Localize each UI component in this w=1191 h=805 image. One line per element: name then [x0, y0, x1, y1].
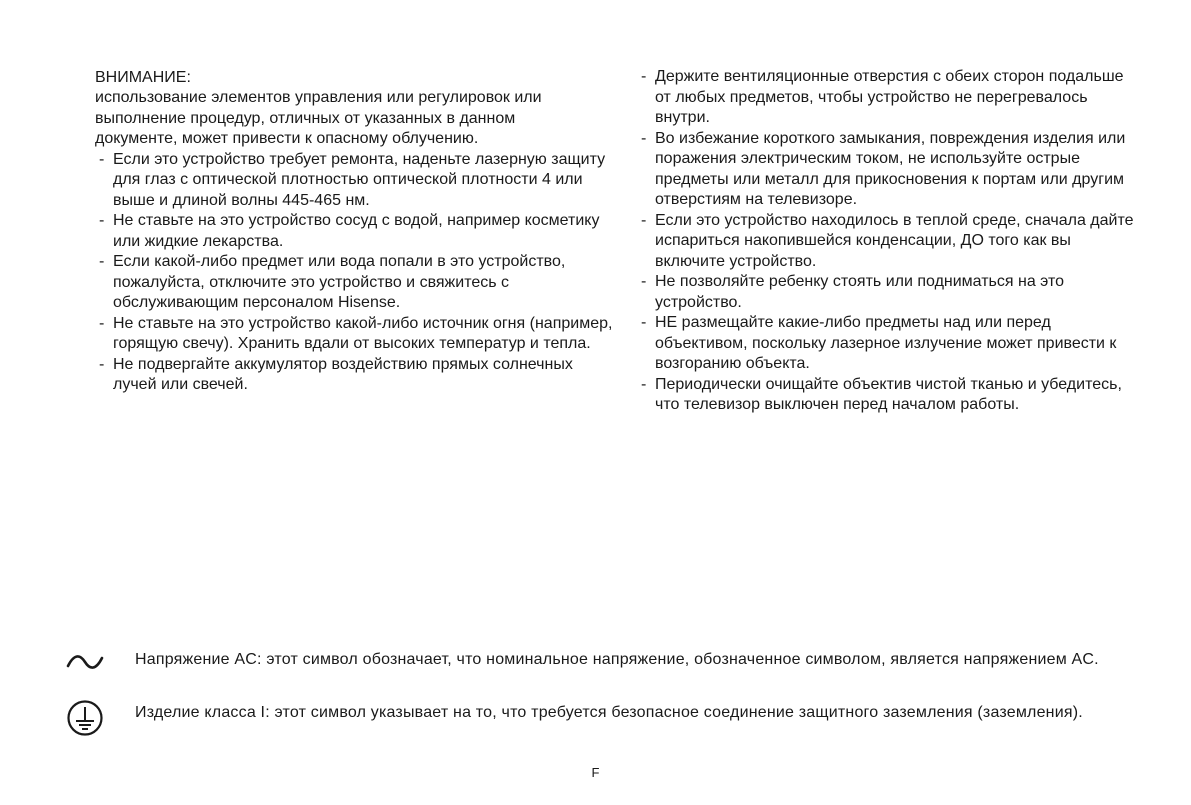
bullet-text: Держите вентиляционные отверстия с обеих сторон подальше от любых предметов, чтобы устройство не перегревалось внутри. [655, 68, 1124, 126]
list-item [99, 314, 615, 355]
bullet-dash: - [641, 129, 647, 147]
bullet-dash: - [641, 314, 647, 331]
bullet-text: Периодически очищайте объектив чистой тканью и убедитесь, что телевизор выключен перед началом работы. [655, 375, 1122, 413]
list-item [99, 150, 615, 212]
bullet-text: Не подвергайте аккумулятор воздействию прямых солнечных лучей или свечей. [113, 355, 573, 393]
bullet-dash: - [99, 355, 105, 373]
bullet-text: Не позволяйте ребенку стоять или подниматься на это устройство. [655, 273, 1065, 311]
list-item [99, 355, 615, 396]
list-item [99, 211, 615, 252]
ac-voltage-text: Напряжение AC: этот символ обозначает, что номинальное напряжение, обозначенное символом, является напряжением AC. [135, 651, 1099, 668]
list-item [641, 375, 1141, 416]
bullet-dash: - [99, 150, 105, 168]
class1-text: Изделие класса I: этот символ указывает на то, что требуется безопасное соединение защитного заземления (заземления). [135, 704, 1083, 721]
list-item [99, 252, 615, 314]
bullet-dash: - [99, 253, 105, 270]
list-item [641, 313, 1141, 375]
right-column [641, 67, 1141, 416]
left-column [95, 67, 615, 396]
bullet-text: Не ставьте на это устройство какой-либо источник огня (например, горящую свечу). Хранить вдали от высоких температур и тепла. [113, 314, 613, 352]
warning-title: ВНИМАНИЕ: [95, 69, 191, 86]
protective-earth-icon [66, 699, 104, 737]
bullet-dash: - [99, 314, 105, 332]
right-bullet-list [641, 67, 1141, 416]
page-footer-label: F [591, 765, 600, 780]
bullet-text: Если это устройство требует ремонта, наденьте лазерную защиту для глаз с оптической плотностью оптической плотности 4 или выше и длиной волны 445-465 нм. [113, 150, 606, 209]
ac-voltage-icon [66, 650, 104, 674]
warning-intro: использование элементов управления или регулировок или выполнение процедур, отличных от указанных в данном документе, может привести к опасному облучению. [95, 89, 542, 147]
bullet-dash: - [641, 68, 647, 85]
left-bullet-list [99, 150, 615, 396]
bullet-text: Если какой-либо предмет или вода попали в это устройство, пожалуйста, отключите это устройство и свяжитесь с обслуживающим персоналом Hisense. [113, 253, 566, 311]
bullet-dash: - [641, 375, 647, 393]
bullet-dash: - [641, 273, 647, 290]
list-item [641, 67, 1141, 129]
bullet-dash: - [99, 212, 105, 229]
class1-note [66, 703, 1126, 723]
ac-voltage-note [66, 650, 1126, 670]
list-item [641, 211, 1141, 273]
list-item [641, 272, 1141, 313]
bullet-text: Во избежание короткого замыкания, повреждения изделия или поражения электрическим током, не используйте острые предметы или металл для прикосновения к портам или другим отверстиям на телевизоре. [655, 129, 1126, 208]
bullet-dash: - [641, 211, 647, 229]
bullet-text: Если это устройство находилось в теплой среде, сначала дайте испариться накопившейся конденсации, ДО того как вы включите устройство. [655, 211, 1134, 270]
list-item [641, 129, 1141, 211]
bullet-text: НЕ размещайте какие-либо предметы над или перед объективом, поскольку лазерное излучение может привести к возгоранию объекта. [655, 314, 1117, 372]
bullet-text: Не ставьте на это устройство сосуд с водой, например косметику или жидкие лекарства. [113, 212, 600, 250]
